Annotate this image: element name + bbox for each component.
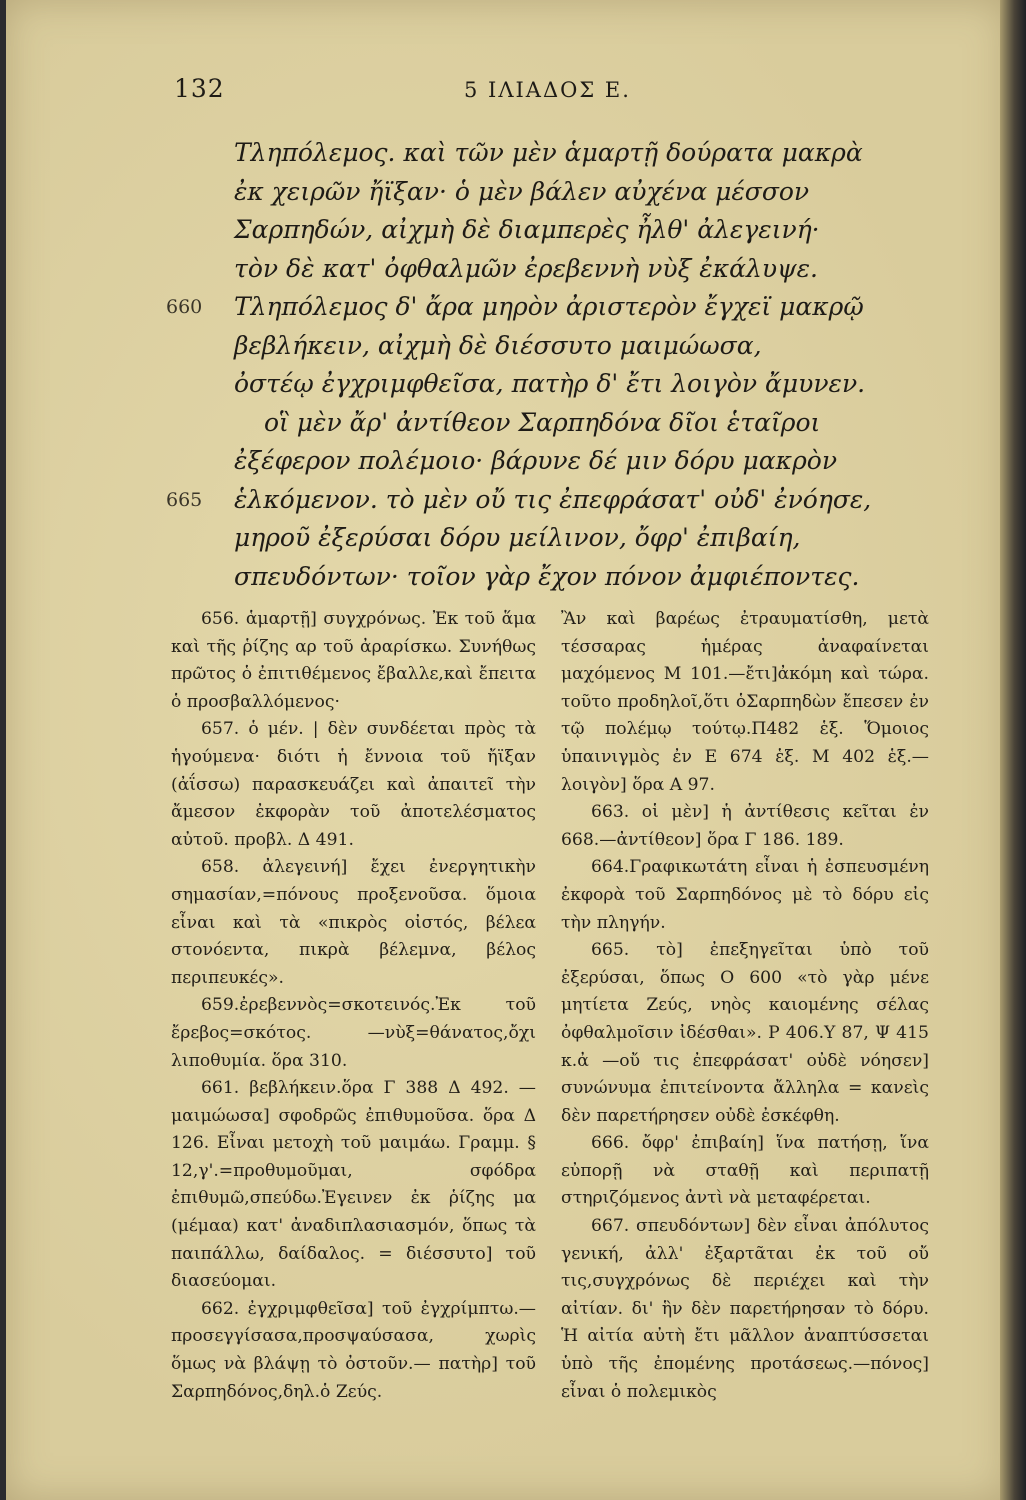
verse-line — [166, 365, 866, 404]
verse-line — [166, 327, 846, 366]
verse-text: τὸν δὲ κατ' ὀφθαλμῶν ἐρεβεννὴ νὺξ ἐκάλυψε. — [234, 253, 819, 283]
line-number: 660 — [166, 296, 203, 318]
page-number: 132 — [174, 74, 225, 103]
verse-line — [166, 404, 846, 443]
verse-line — [166, 519, 846, 558]
verse-text: ἐξέφερον πολέμοιο· βάρυνε δέ μιν δόρυ μακρὸν — [234, 446, 838, 475]
commentary-note: 662. ἐγχριμφθεῖσα] τοῦ ἐγχρίμπτω.—προσεγγίσασα,προσψαύσασα, χωρὶς ὅμως νὰ βλάψῃ τὸ ὀστοῦν.— πατὴρ] τοῦ Σαρπηδόνος,δηλ.ὁ Ζεύς. — [171, 1298, 536, 1402]
commentary-note: 663. οἱ μὲν] ἡ ἀντίθεσις κεῖται ἐν 668.—ἀντίθεον] ὅρα Γ 186. 189. — [561, 802, 929, 850]
commentary-note: 658. ἀλεγεινή] ἔχει ἐνεργητικὴν σημασίαν,=πόνους προξενοῦσα. ὅμοια εἶναι καὶ τὰ «πικρὸς οἰστός, βέλεα στονόεντα, πικρὰ βέλεμνα, βέλος περιπευκές». — [171, 857, 536, 988]
verse-line — [166, 481, 872, 520]
verse-text: σπευδόντων· τοῖον γὰρ ἔχον πόνον ἀμφιέποντες. — [234, 561, 860, 591]
verse-line — [166, 288, 864, 327]
verse-line — [166, 250, 846, 289]
verse-text: Τληπόλεμος. καὶ τῶν μὲν ἁμαρτῇ δούρατα μακρὰ — [234, 138, 863, 167]
verse-line — [166, 442, 846, 481]
verse-line — [166, 211, 846, 250]
book-gutter — [1000, 0, 1026, 1500]
commentary-right-column — [561, 606, 929, 1406]
commentary-note: 666. ὄφρ' ἐπιβαίη] ἵνα πατήσῃ, ἵνα εὐπορῇ νὰ σταθῇ καὶ περιπατῇ στηριζόμενος ἀντὶ νὰ μεταφέρεται. — [561, 1133, 929, 1209]
page-header — [6, 74, 1006, 114]
verse-line — [166, 134, 863, 173]
running-title: 5 ΙΛΙΑΔΟΣ Ε. — [464, 78, 631, 102]
commentary-note: 667. σπευδόντων] δὲν εἶναι ἀπόλυτος γενική, ἀλλ' ἐξαρτᾶται ἐκ τοῦ οὔ τις,συγχρόνως δὲ περιέχει καὶ τὴν αἰτίαν. δι' ἣν δὲν παρετήρησαν τὸ δόρυ. Ἡ αἰτία αὐτὴ ἔτι μᾶλλον ἀναπτύσσεται ὑπὸ τῆς ἐπομένης προτάσεως.—πόνος] εἶναι ὁ πολεμικὸς — [561, 1216, 929, 1402]
verse-text: Τληπόλεμος δ' ἄρα μηρὸν ἀριστερὸν ἔγχεϊ μακρῷ — [234, 292, 864, 321]
commentary-note: 659.ἐρεβεννὸς=σκοτεινός.Ἐκ τοῦ ἔρεβος=σκότος. —νὺξ=θάνατος,ὄχι λιποθυμία. ὅρα 310. — [171, 995, 536, 1071]
verse-text: ὀστέῳ ἐγχριμφθεῖσα, πατὴρ δ' ἔτι λοιγὸν ἄμυνεν. — [234, 369, 866, 398]
commentary-note: 661. βεβλήκειν.ὅρα Γ 388 Δ 492. —μαιμώωσα] σφοδρῶς ἐπιθυμοῦσα. ὅρα Δ 126. Εἶναι μετοχὴ τοῦ μαιμάω. Γραμμ. § 12,γ'.=προθυμοῦμαι, σφόδρα ἐπιθυμῶ,σπεύδω.Ἐγεινεν ἐκ ῥίζης μα (μέμαα) κατ' ἀναδιπλασιασμόν, ὅπως τὰ παιπάλλω, δαίδαλος. = διέσσυτο] τοῦ διασεύομαι. — [171, 1078, 536, 1292]
commentary-note: Ἂν καὶ βαρέως ἐτραυματίσθη, μετὰ τέσσαρας ἡμέρας ἀναφαίνεται μαχόμενος Μ 101.—ἔτι]ἀκόμη καὶ τώρα. τοῦτο προδηλοῖ,ὅτι ὁΣαρπηδὼν ἔπεσεν ἐν τῷ πολέμῳ τούτῳ.Π482 ἑξ. Ὅμοιος ὑπαινιγμὸς ἐν Ε 674 ἑξ. Μ 402 ἑξ.—λοιγὸν] ὅρα Α 97. — [561, 609, 929, 795]
verse-text: οἳ μὲν ἄρ' ἀντίθεον Σαρπηδόνα δῖοι ἑταῖροι — [264, 407, 821, 437]
poem-text — [166, 134, 872, 596]
verse-line — [166, 173, 846, 212]
commentary-note: 656. ἁμαρτῇ] συγχρόνως. Ἐκ τοῦ ἅμα καὶ τῆς ῥίζης αρ τοῦ ἀραρίσκω. Συνήθως πρῶτος ὁ ἐπιτιθέμενος ἔβαλλε,καὶ ἔπειτα ὁ προσβαλλόμενος· — [171, 609, 536, 712]
verse-text: ἑλκόμενον. τὸ μὲν οὔ τις ἐπεφράσατ' οὐδ' ἐνόησε, — [234, 484, 872, 514]
book-page — [6, 0, 1006, 1500]
commentary-left-column — [171, 606, 536, 1406]
commentary-note: 657. ὁ μέν. | δὲν συνδέεται πρὸς τὰ ἡγούμενα· διότι ἡ ἔννοια τοῦ ἤϊξαν (ἀΐσσω) παρασκευάζει καὶ ἀπαιτεῖ τὴν ἄμεσον ἐκφορὰν τοῦ ἀποτελέσματος αὐτοῦ. προβλ. Δ 491. — [171, 719, 536, 850]
line-number: 665 — [166, 488, 203, 511]
verse-text: μηροῦ ἐξερύσαι δόρυ μείλινον, ὄφρ' ἐπιβαίη, — [234, 523, 801, 552]
commentary-note: 665. τὸ] ἐπεξηγεῖται ὑπὸ τοῦ ἐξερύσαι, ὅπως Ο 600 «τὸ γὰρ μένε μητίετα Ζεύς, νηὸς καιομένης σέλας ὀφθαλμοῖσιν ἰδέσθαι». Ρ 406.Υ 87, Ψ 415 κ.ἀ —οὔ τις ἐπεφράσατ' οὐδὲ νόησεν] συνώνυμα ἐπιτείνοντα ἄλληλα = κανεὶς δὲν παρετήρησεν οὐδὲ ἐσκέφθη. — [561, 940, 929, 1126]
commentary-note: 664.Γραφικωτάτη εἶναι ἡ ἐσπευσμένη ἐκφορὰ τοῦ Σαρπηδόνος μὲ τὸ δόρυ εἰς τὴν πληγήν. — [561, 857, 929, 933]
verse-line — [166, 558, 860, 597]
verse-text: ἐκ χειρῶν ἤϊξαν· ὁ μὲν βάλεν αὐχένα μέσσον — [234, 176, 810, 206]
verse-text: βεβλήκειν, αἰχμὴ δὲ διέσσυτο μαιμώωσα, — [234, 330, 762, 360]
verse-text: Σαρπηδών, αἰχμὴ δὲ διαμπερὲς ἦλθ' ἀλεγεινή· — [234, 215, 820, 244]
